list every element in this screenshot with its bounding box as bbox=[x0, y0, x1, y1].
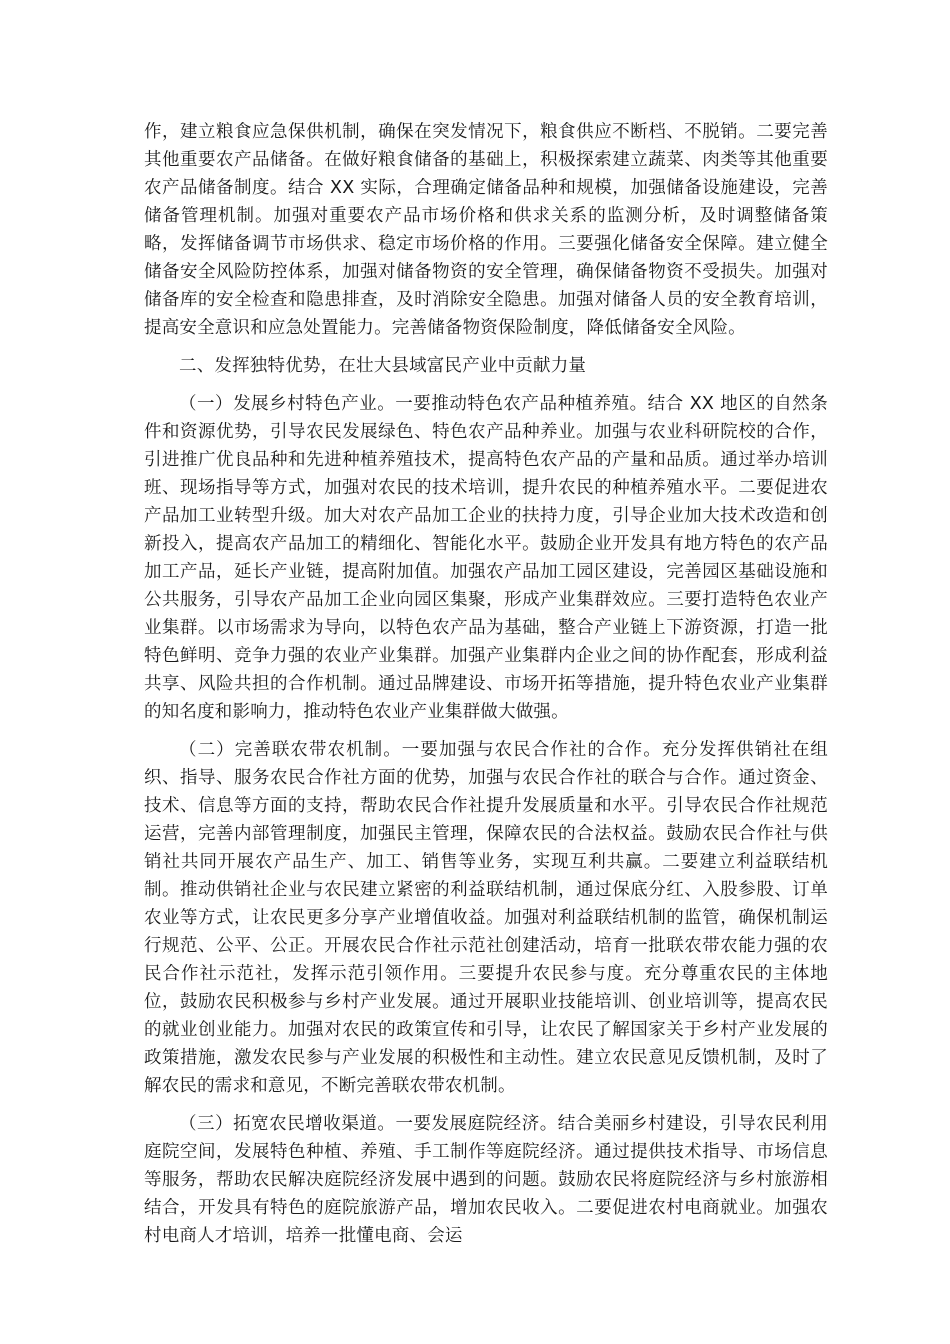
document-page bbox=[144, 118, 828, 1260]
section-heading-2: 二、发挥独特优势，在壮大县域富民产业中贡献力量 bbox=[179, 356, 587, 376]
paragraph-farmer-linkage: （二）完善联农带农机制。一要加强与农民合作社的合作。充分发挥供销社在组织、指导、服务农民合作社方面的优势，加强与农民合作社的联合与合作。通过资金、技术、信息等方面的支持，帮助农民合作社提升发展质量和水平。引导农民合作社规范运营，完善内部管理制度，加强民主管理，保障农民的合法权益。鼓励农民合作社与供销社共同开展农产品生产、加工、销售等业务，实现互利共赢。二要建立利益联结机制。推动供销社企业与农民建立紧密的利益联结机制，通过保底分红、入股参股、订单农业等方式，让农民更多分享产业增值收益。加强对利益联结机制的监管，确保机制运行规范、公平、公正。开展农民合作社示范社创建活动，培育一批联农带农能力强的农民合作社示范社，发挥示范引领作用。三要提升农民参与度。充分尊重农民的主体地位，鼓励农民积极参与乡村产业发展。通过开展职业技能培训、创业培训等，提高农民的就业创业能力。加强对农民的政策宣传和引导，让农民了解国家关于乡村产业发展的政策措施，激发农民参与产业发展的积极性和主动性。建立农民意见反馈机制，及时了解农民的需求和意见，不断完善联农带农机制。 bbox=[144, 740, 828, 1096]
paragraph-income-channels: （三）拓宽农民增收渠道。一要发展庭院经济。结合美丽乡村建设，引导农民利用庭院空间，发展特色种植、养殖、手工制作等庭院经济。通过提供技术指导、市场信息等服务，帮助农民解决庭院经济发展中遇到的问题。鼓励农民将庭院经济与乡村旅游相结合，开发具有特色的庭院旅游产品，增加农民收入。二要促进农村电商就业。加强农村电商人才培训，培养一批懂电商、会运 bbox=[144, 1114, 828, 1246]
paragraph-rural-industry: （一）发展乡村特色产业。一要推动特色农产品种植养殖。结合 XX 地区的自然条件和资源优势，引导农民发展绿色、特色农产品种养业。加强与农业科研院校的合作，引进推广优良品种和先进种植养殖技术，提高特色农产品的产量和品质。通过举办培训班、现场指导等方式，加强对农民的技术培训，提升农民的种植养殖水平。二要促进农产品加工业转型升级。加大对农产品加工企业的扶持力度，引导企业加大技术改造和创新投入，提高农产品加工的精细化、智能化水平。鼓励企业开发具有地方特色的农产品加工产品，延长产业链，提高附加值。加强农产品加工园区建设，完善园区基础设施和公共服务，引导农产品加工企业向园区集聚，形成产业集群效应。三要打造特色农业产业集群。以市场需求为导向，以特色农产品为基础，整合产业链上下游资源，打造一批特色鲜明、竞争力强的农业产业集群。加强产业集群内企业之间的协作配套，形成利益共享、风险共担的合作机制。通过品牌建设、市场开拓等措施，提升特色农业产业集群的知名度和影响力，推动特色农业产业集群做大做强。 bbox=[144, 394, 828, 722]
paragraph-grain-reserve: 作，建立粮食应急保供机制，确保在突发情况下，粮食供应不断档、不脱销。二要完善其他重要农产品储备。在做好粮食储备的基础上，积极探索建立蔬菜、肉类等其他重要农产品储备制度。结合 XX 实际，合理确定储备品种和规模，加强储备设施建设，完善储备管理机制。加强对重要农产品市场价格和供求关系的监测分析，及时调整储备策略，发挥储备调节市场供求、稳定市场价格的作用。三要强化储备安全保障。建立健全储备安全风险防控体系，加强对储备物资的安全管理，确保储备物资不受损失。加强对储备库的安全检查和隐患排查，及时消除安全隐患。加强对储备人员的安全教育培训，提高安全意识和应急处置能力。完善储备物资保险制度，降低储备安全风险。 bbox=[144, 122, 828, 338]
